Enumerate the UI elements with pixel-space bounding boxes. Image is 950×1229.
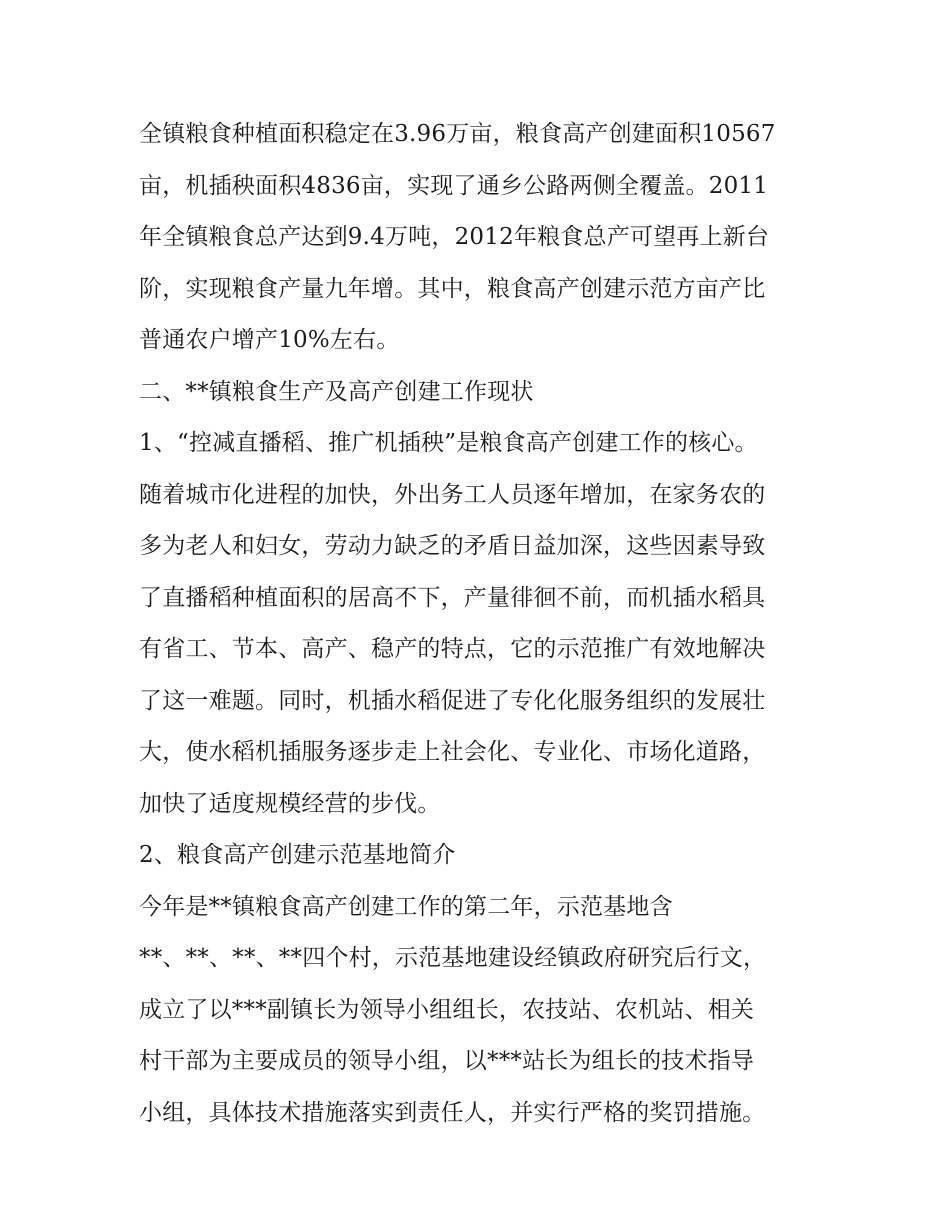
body-line: 普通农户增产10%左右。 bbox=[139, 327, 400, 353]
body-line: 阶，实现粮食产量九年增。其中，粮食高产创建示范方亩产比 bbox=[139, 275, 766, 302]
subsection-heading: 2、粮食高产创建示范基地简介 bbox=[139, 842, 456, 868]
body-line: 随着城市化进程的加快，外出务工人员逐年增加，在家务农的 bbox=[139, 481, 766, 508]
section-heading: 二、**镇粮食生产及高产创建工作现状 bbox=[139, 378, 534, 405]
body-line: 全镇粮食种植面积稳定在3.96万亩，粮食高产创建面积10567 bbox=[139, 121, 776, 147]
body-line: **、**、**、**四个村，示范基地建设经镇政府研究后行文， bbox=[139, 945, 767, 971]
body-line: 亩，机插秧面积4836亩，实现了通乡公路两侧全覆盖。2011 bbox=[139, 172, 769, 199]
body-line: 今年是**镇粮食高产创建工作的第二年，示范基地含 bbox=[139, 893, 673, 920]
body-line: 多为老人和妇女，劳动力缺乏的矛盾日益加深，这些因素导致 bbox=[139, 533, 766, 559]
body-line: 年全镇粮食总产达到9.4万吨，2012年粮食总产可望再上新台 bbox=[139, 224, 770, 250]
body-line: 大，使水稻机插服务逐步走上社会化、专业化、市场化道路， bbox=[139, 739, 766, 765]
document-body bbox=[139, 109, 819, 1139]
body-line: 村干部为主要成员的领导小组，以***站长为组长的技术指导 bbox=[139, 1048, 755, 1074]
body-line: 了这一难题。同时，机插水稻促进了专化化服务组织的发展壮 bbox=[139, 687, 766, 714]
body-line: 了直播稻种植面积的居高不下，产量徘徊不前，而机插水稻具 bbox=[139, 584, 766, 611]
body-line: 小组，具体技术措施落实到责任人，并实行严格的奖罚措施。 bbox=[139, 1099, 766, 1126]
body-line: 加快了适度规模经营的步伐。 bbox=[139, 790, 441, 817]
subsection-heading: 1、“控减直播稻、推广机插秧”是粮食高产创建工作的核心。 bbox=[139, 430, 758, 456]
body-line: 有省工、节本、高产、稳产的特点，它的示范推广有效地解决 bbox=[139, 636, 766, 662]
body-line: 成立了以***副镇长为领导小组组长，农技站、农机站、相关 bbox=[139, 996, 755, 1023]
